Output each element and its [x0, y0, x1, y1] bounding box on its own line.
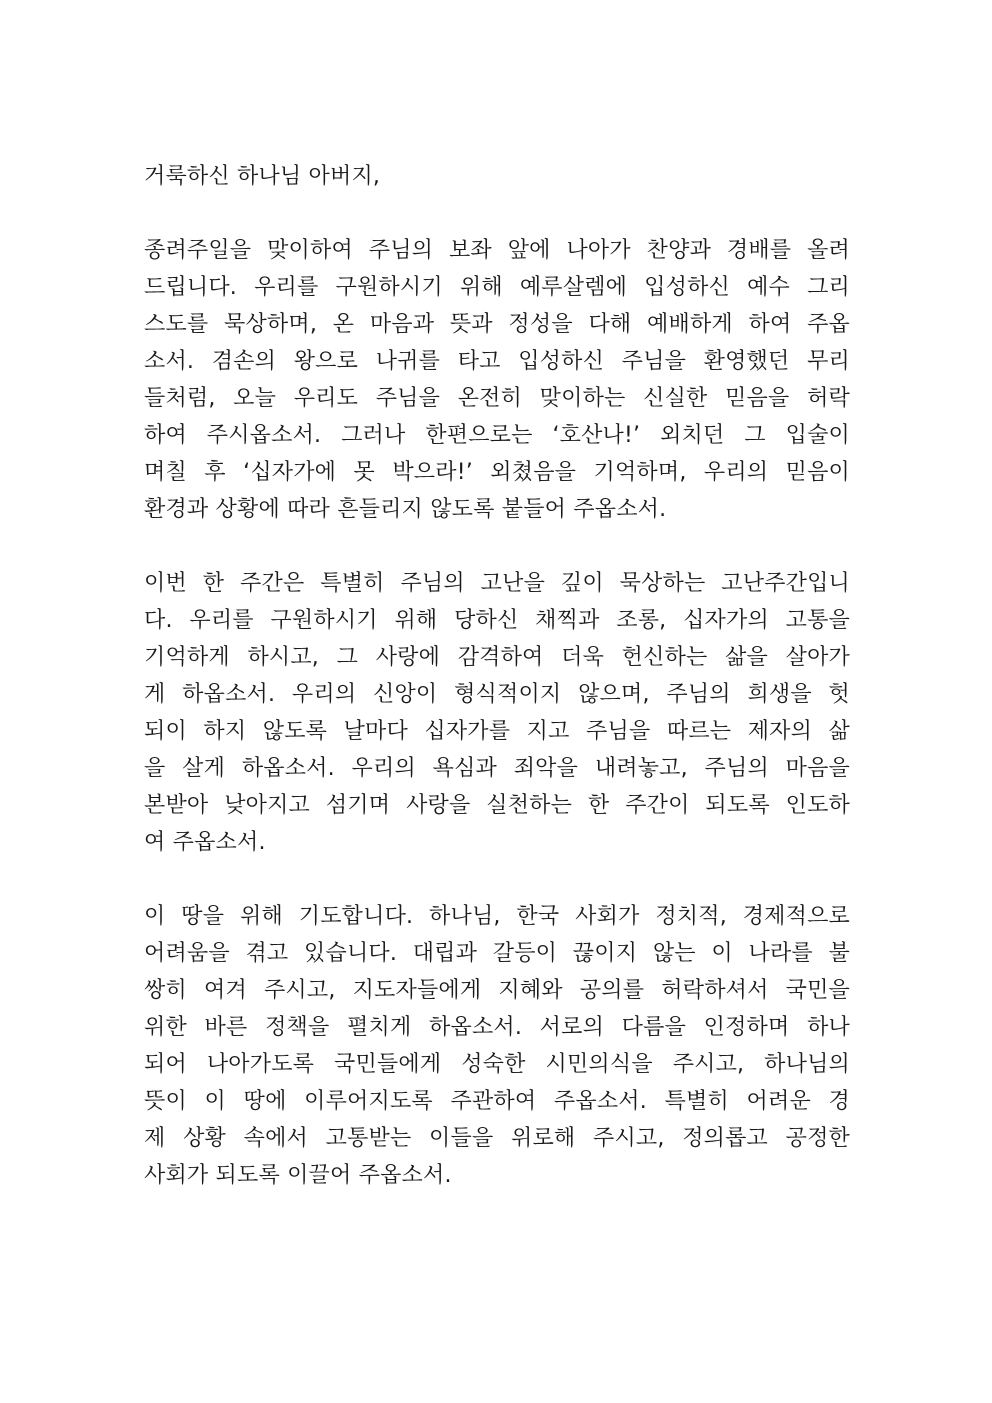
- paragraph-line: 게 하옵소서. 우리의 신앙이 형식적이지 않으며, 주님의 희생을 헛: [144, 682, 850, 707]
- paragraph-nation: [144, 898, 850, 1194]
- paragraph-line: 제 상황 속에서 고통받는 이들을 위로해 주시고, 정의롭고 공정한: [144, 1126, 850, 1151]
- paragraph-line: 기억하게 하시고, 그 사랑에 감격하여 더욱 헌신하는 삶을 살아가: [144, 645, 850, 670]
- paragraph-line: 들처럼, 오늘 우리도 주님을 온전히 맞이하는 신실한 믿음을 허락: [144, 386, 850, 411]
- paragraph-line: 되어 나아가도록 국민들에게 성숙한 시민의식을 주시고, 하나님의: [144, 1052, 850, 1077]
- paragraph-line: 어려움을 겪고 있습니다. 대립과 갈등이 끊이지 않는 이 나라를 불: [144, 941, 850, 966]
- paragraph-line: 소서. 겸손의 왕으로 나귀를 타고 입성하신 주님을 환영했던 무리: [144, 349, 850, 374]
- paragraph-line: 하여 주시옵소서. 그러나 한편으로는 ‘호산나!’ 외치던 그 입술이: [144, 423, 850, 448]
- paragraph-palm-sunday: [144, 232, 850, 528]
- paragraph-line: 을 살게 하옵소서. 우리의 욕심과 죄악을 내려놓고, 주님의 마음을: [144, 756, 850, 781]
- paragraph-line: 이 땅을 위해 기도합니다. 하나님, 한국 사회가 정치적, 경제적으로: [144, 904, 850, 929]
- paragraph-line: 되이 하지 않도록 날마다 십자가를 지고 주님을 따르는 제자의 삶: [144, 719, 850, 744]
- paragraph-last-line: 환경과 상황에 따라 흔들리지 않도록 붙들어 주옵소서.: [144, 497, 667, 522]
- paragraph-passion-week: [144, 565, 850, 861]
- paragraph-line: 위한 바른 정책을 펼치게 하옵소서. 서로의 다름을 인정하며 하나: [144, 1015, 850, 1040]
- paragraph-last-line: 사회가 되도록 이끌어 주옵소서.: [144, 1163, 452, 1188]
- paragraph-line: 다. 우리를 구원하시기 위해 당하신 채찍과 조롱, 십자가의 고통을: [144, 608, 850, 633]
- paragraph-line: 이번 한 주간은 특별히 주님의 고난을 깊이 묵상하는 고난주간입니: [144, 571, 850, 596]
- document-body: [144, 158, 850, 1194]
- paragraph-last-line: 여 주옵소서.: [144, 830, 266, 855]
- paragraph-line: 며칠 후 ‘십자가에 못 박으라!’ 외쳤음을 기억하며, 우리의 믿음이: [144, 460, 850, 485]
- paragraph-line: 본받아 낮아지고 섬기며 사랑을 실천하는 한 주간이 되도록 인도하: [144, 793, 850, 818]
- paragraph-line: 뜻이 이 땅에 이루어지도록 주관하여 주옵소서. 특별히 어려운 경: [144, 1089, 850, 1114]
- paragraph-line: 종려주일을 맞이하여 주님의 보좌 앞에 나아가 찬양과 경배를 올려: [144, 238, 850, 263]
- paragraph-line: 쌍히 여겨 주시고, 지도자들에게 지혜와 공의를 허락하셔서 국민을: [144, 978, 850, 1003]
- salutation: 거룩하신 하나님 아버지,: [144, 164, 381, 189]
- paragraph-line: 스도를 묵상하며, 온 마음과 뜻과 정성을 다해 예배하게 하여 주옵: [144, 312, 850, 337]
- paragraph-line: 드립니다. 우리를 구원하시기 위해 예루살렘에 입성하신 예수 그리: [144, 275, 850, 300]
